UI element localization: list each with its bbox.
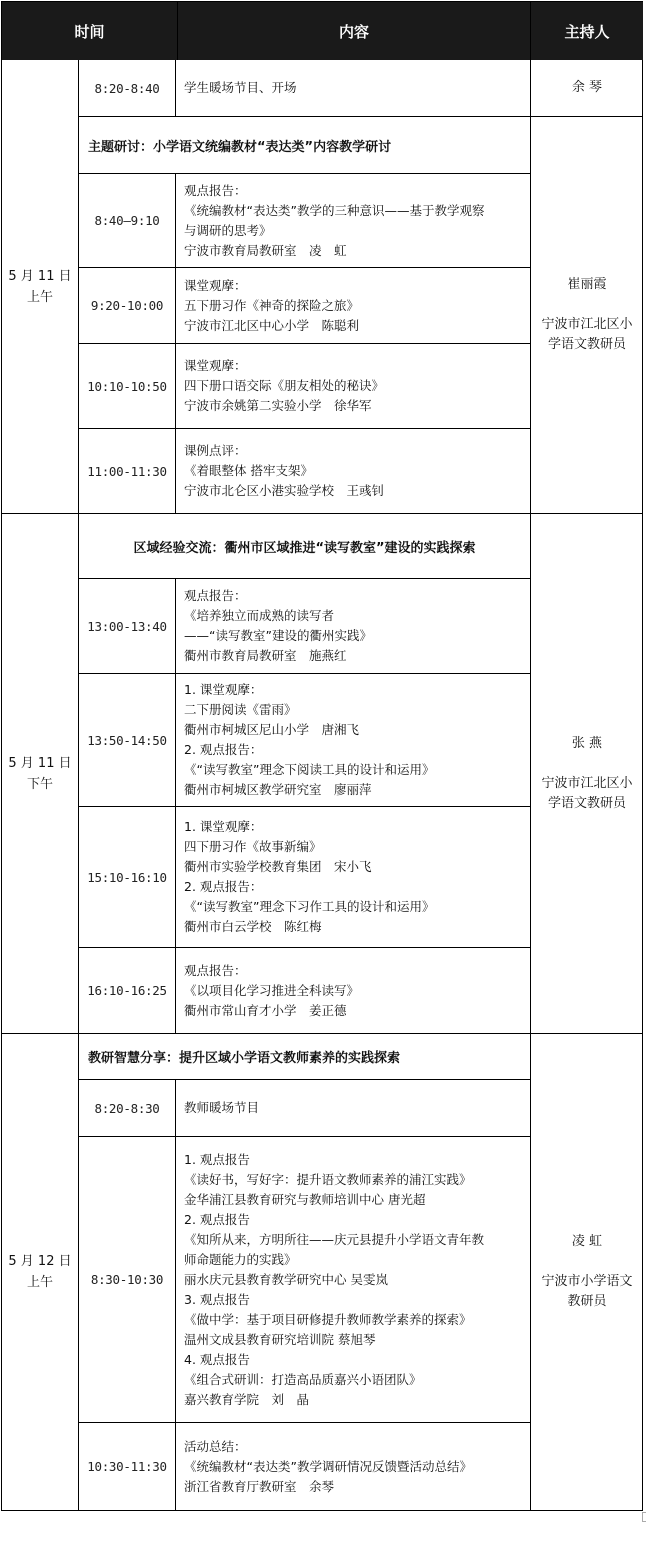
time-cell: 10:10-10:50: [79, 344, 176, 429]
time-cell: 11:00-11:30: [79, 429, 176, 514]
host-cell: 余 琴: [531, 60, 643, 117]
date-cell: [2, 1034, 79, 1510]
host-name: 凌 虹: [571, 1234, 603, 1249]
time-cell: 15:10-16:10: [79, 807, 176, 948]
period-label: 下午: [26, 776, 53, 792]
session-theme: 主题研讨：小学语文统编教材“表达类”内容教学研讨: [79, 117, 531, 174]
date-label: 5 月 12 日: [8, 1254, 72, 1269]
host-name: 张 燕: [571, 735, 603, 751]
host-title: 宁波市小学语文: [541, 1274, 633, 1289]
time-cell: 8:20-8:30: [79, 1080, 176, 1137]
content-cell: 1. 课堂观摩： 二下册阅读《雷雨》 衢州市柯城区尼山小学 唐湘飞 2. 观点报告： 《“读写教室”理念下阅读工具的设计和运用》 衢州市柯城区教学研究室 廖丽萍: [176, 674, 531, 807]
time-cell: 10:30-11:30: [79, 1423, 176, 1510]
content-cell: 课堂观摩： 四下册口语交际《朋友相处的秘诀》 宁波市余姚第二实验小学 徐华军: [176, 344, 531, 429]
content-cell: 活动总结： 《统编教材“表达类”教学调研情况反馈暨活动总结》 浙江省教育厅教研室 余琴: [176, 1423, 531, 1510]
host-name: 崔丽霞: [567, 277, 607, 292]
session-theme: 区域经验交流：衢州市区域推进“读写教室”建设的实践探索: [79, 514, 531, 579]
session-theme: 教研智慧分享：提升区域小学语文教师素养的实践探索: [79, 1034, 531, 1080]
host-title: 教研员: [567, 1294, 607, 1309]
header-content: 内容: [178, 2, 531, 60]
time-cell: 13:00-13:40: [79, 579, 176, 674]
date-cell: [2, 514, 79, 1034]
time-cell: 8:30-10:30: [79, 1137, 176, 1423]
content-cell: 课例点评： 《着眼整体 搭牢支架》 宁波市北仑区小港实验学校 王彧钊: [176, 429, 531, 514]
period-label: 上午: [26, 289, 53, 305]
table-end-marker: [642, 1512, 646, 1522]
host-title: 学语文教研员: [547, 795, 626, 811]
content-cell: 观点报告： 《培养独立而成熟的读写者 ——“读写教室”建设的衢州实践》 衢州市教育局教研室 施燕红: [176, 579, 531, 674]
content-cell: 观点报告： 《以项目化学习推进全科读写》 衢州市常山育才小学 姜正德: [176, 948, 531, 1034]
host-cell: [531, 514, 643, 1034]
schedule-table: [1, 1, 643, 1511]
host-title: 宁波市江北区小: [541, 317, 633, 332]
time-cell: 16:10-16:25: [79, 948, 176, 1034]
content-cell: 1. 观点报告 《读好书，写好字：提升语文教师素养的浦江实践》 金华浦江县教育研究与教师培训中心 唐光超 2. 观点报告 《知所从来，方明所往——庆元县提升小学语文青年教 师命题能力的实践》 丽水庆元县教育教学研究中心 吴雯岚 3. 观点报告 《做中学：基于项目研修提升教师教学素养的探索》 温州文成县教育研究培训院 蔡旭琴 4. 观点报告 《组合式研训：打造高品质嘉兴小语团队》 嘉兴教育学院 刘 晶: [176, 1137, 531, 1423]
time-cell: 8:40—9:10: [79, 174, 176, 268]
time-cell: 8:20-8:40: [79, 60, 176, 117]
content-cell: 观点报告： 《统编教材“表达类”教学的三种意识——基于教学观察 与调研的思考》 宁波市教育局教研室 凌 虹: [176, 174, 531, 268]
date-cell: [2, 60, 79, 514]
host-title: 学语文教研员: [547, 337, 626, 352]
date-label: 5 月 11 日: [8, 755, 72, 771]
content-cell: 1. 课堂观摩： 四下册习作《故事新编》 衢州市实验学校教育集团 宋小飞 2. 观点报告： 《“读写教室”理念下习作工具的设计和运用》 衢州市白云学校 陈红梅: [176, 807, 531, 948]
host-cell: [531, 1034, 643, 1510]
time-cell: 13:50-14:50: [79, 674, 176, 807]
header-host: 主持人: [531, 2, 643, 60]
content-cell: 学生暖场节目、开场: [176, 60, 531, 117]
date-label: 5 月 11 日: [8, 268, 72, 284]
host-cell: [531, 117, 643, 514]
host-title: 宁波市江北区小: [541, 775, 633, 791]
period-label: 上午: [26, 1275, 53, 1290]
header-time: 时间: [2, 2, 178, 60]
content-cell: 教师暖场节目: [176, 1080, 531, 1137]
content-cell: 课堂观摩： 五下册习作《神奇的探险之旅》 宁波市江北区中心小学 陈聪利: [176, 268, 531, 344]
time-cell: 9:20-10:00: [79, 268, 176, 344]
